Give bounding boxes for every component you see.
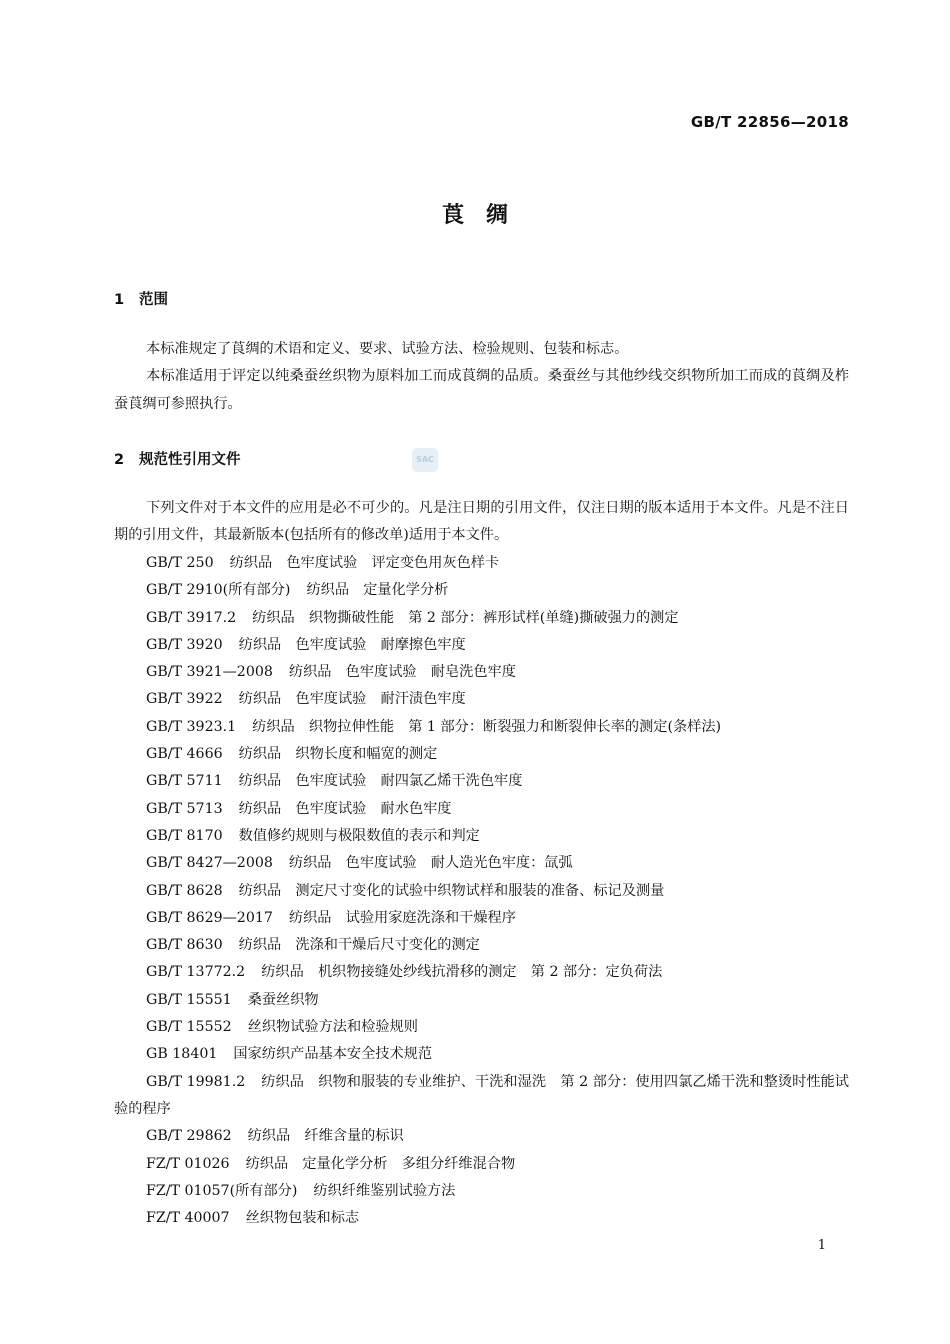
reference-code: GB/T 8170 — [146, 827, 223, 844]
reference-code: GB/T 250 — [146, 555, 214, 571]
reference-title: 纺织品 织物长度和幅宽的测定 — [238, 746, 438, 763]
reference-title: 纺织品 试验用家庭洗涤和干燥程序 — [288, 909, 516, 926]
reference-title: 数值修约规则与极限数值的表示和判定 — [238, 827, 480, 844]
reference-title: 纺织品 色牢度试验 耐摩擦色牢度 — [238, 636, 466, 653]
reference-item — [114, 741, 849, 768]
reference-item — [114, 768, 849, 795]
reference-title: 纺织品 测定尺寸变化的试验中织物试样和服装的准备、标记及测量 — [238, 882, 665, 899]
section-number: 1 — [114, 292, 125, 308]
reference-title: 丝织物包装和标志 — [245, 1210, 360, 1227]
sac-watermark-logo: SAC — [412, 448, 438, 472]
reference-title: 纺织品 色牢度试验 耐汗渍色牢度 — [238, 691, 466, 708]
reference-item — [114, 577, 849, 604]
reference-item — [114, 1014, 849, 1041]
reference-code: GB/T 3922 — [146, 691, 223, 708]
document-title: 莨 绸 — [441, 203, 508, 228]
reference-item — [114, 659, 849, 686]
section-2-body — [114, 495, 849, 550]
reference-title: 桑蚕丝织物 — [247, 991, 319, 1008]
reference-code: GB 18401 — [146, 1046, 218, 1063]
reference-title: 纺织品 机织物接缝处纱线抗滑移的测定 第 2 部分：定负荷法 — [261, 964, 663, 981]
reference-title: 纺织品 定量化学分析 多组分纤维混合物 — [245, 1155, 516, 1172]
standard-code: GB/T 22856—2018 — [690, 113, 849, 131]
reference-item — [114, 878, 849, 905]
section-1-heading — [114, 288, 168, 309]
reference-item — [114, 1178, 849, 1205]
reference-code: GB/T 13772.2 — [146, 964, 246, 981]
reference-item — [114, 959, 849, 986]
reference-code: GB/T 3923.1 — [146, 718, 237, 735]
reference-code: GB/T 2910(所有部分) — [146, 582, 291, 599]
reference-code: GB/T 19981.2 — [146, 1073, 246, 1090]
reference-code: FZ/T 01026 — [146, 1155, 230, 1172]
reference-code: FZ/T 40007 — [146, 1210, 230, 1227]
reference-title: 纺织品 定量化学分析 — [306, 582, 449, 599]
reference-code: GB/T 15551 — [146, 991, 232, 1008]
reference-item — [114, 714, 849, 741]
reference-item — [114, 932, 849, 959]
reference-item — [114, 632, 849, 659]
reference-title: 纺织品 色牢度试验 耐四氯乙烯干洗色牢度 — [238, 773, 523, 790]
reference-title: 国家纺织产品基本安全技术规范 — [233, 1046, 433, 1063]
reference-title: 纺织品 织物和服装的专业维护、干洗和湿洗 第 2 部分：使用四氯乙烯干洗和整烫时性能试验的程序 — [114, 1073, 849, 1117]
section-2-heading — [114, 448, 241, 469]
reference-code: GB/T 8629—2017 — [146, 909, 273, 926]
reference-code: FZ/T 01057(所有部分) — [146, 1182, 298, 1199]
reference-title: 丝织物试验方法和检验规则 — [247, 1019, 418, 1036]
reference-title: 纺织品 纤维含量的标识 — [247, 1128, 404, 1145]
reference-title: 纺织品 织物撕破性能 第 2 部分：裤形试样(单缝)撕破强力的测定 — [252, 609, 679, 626]
reference-item — [114, 823, 849, 850]
reference-code: GB/T 5711 — [146, 773, 223, 790]
reference-code: GB/T 3921—2008 — [146, 664, 273, 681]
reference-code: GB/T 15552 — [146, 1019, 232, 1036]
reference-code: GB/T 29862 — [146, 1128, 232, 1145]
reference-item — [114, 605, 849, 632]
reference-code: GB/T 4666 — [146, 746, 223, 763]
reference-title: 纺织品 色牢度试验 耐水色牢度 — [238, 800, 452, 817]
reference-item — [114, 686, 849, 713]
reference-code: GB/T 3920 — [146, 636, 223, 653]
section-1-body — [114, 336, 849, 418]
section-title: 规范性引用文件 — [139, 452, 241, 468]
paragraph: 本标准规定了莨绸的术语和定义、要求、试验方法、检验规则、包装和标志。 — [146, 341, 629, 357]
reference-title: 纺织品 色牢度试验 评定变色用灰色样卡 — [229, 555, 500, 571]
reference-item — [114, 1123, 849, 1150]
paragraph: 下列文件对于本文件的应用是必不可少的。凡是注日期的引用文件，仅注日期的版本适用于本文件。凡是不注日期的引用文件，其最新版本(包括所有的修改单)适用于本文件。 — [114, 500, 849, 544]
reference-code: GB/T 3917.2 — [146, 609, 237, 626]
reference-title: 纺织纤维鉴别试验方法 — [313, 1182, 456, 1199]
reference-title: 纺织品 织物拉伸性能 第 1 部分：断裂强力和断裂伸长率的测定(条样法) — [252, 718, 722, 735]
reference-item — [114, 905, 849, 932]
reference-item — [114, 1205, 849, 1232]
reference-code: GB/T 8628 — [146, 882, 223, 899]
reference-item — [114, 1069, 849, 1124]
reference-code: GB/T 8427—2008 — [146, 855, 273, 872]
section-title: 范围 — [139, 292, 168, 308]
normative-reference-list — [114, 550, 849, 1232]
page-number: 1 — [817, 1238, 826, 1253]
reference-title: 纺织品 色牢度试验 耐人造光色牢度：氙弧 — [288, 855, 573, 872]
reference-item — [114, 1151, 849, 1178]
reference-item — [114, 987, 849, 1014]
reference-item — [114, 796, 849, 823]
reference-code: GB/T 5713 — [146, 800, 223, 817]
reference-item — [114, 1041, 849, 1068]
paragraph: 本标准适用于评定以纯桑蚕丝织物为原料加工而成莨绸的品质。桑蚕丝与其他纱线交织物所加工而成的莨绸及柞蚕莨绸可参照执行。 — [114, 368, 849, 412]
section-number: 2 — [114, 452, 125, 468]
reference-item — [114, 550, 849, 577]
reference-title: 纺织品 洗涤和干燥后尺寸变化的测定 — [238, 937, 480, 954]
reference-code: GB/T 8630 — [146, 937, 223, 954]
reference-title: 纺织品 色牢度试验 耐皂洗色牢度 — [288, 664, 516, 681]
reference-item — [114, 850, 849, 877]
